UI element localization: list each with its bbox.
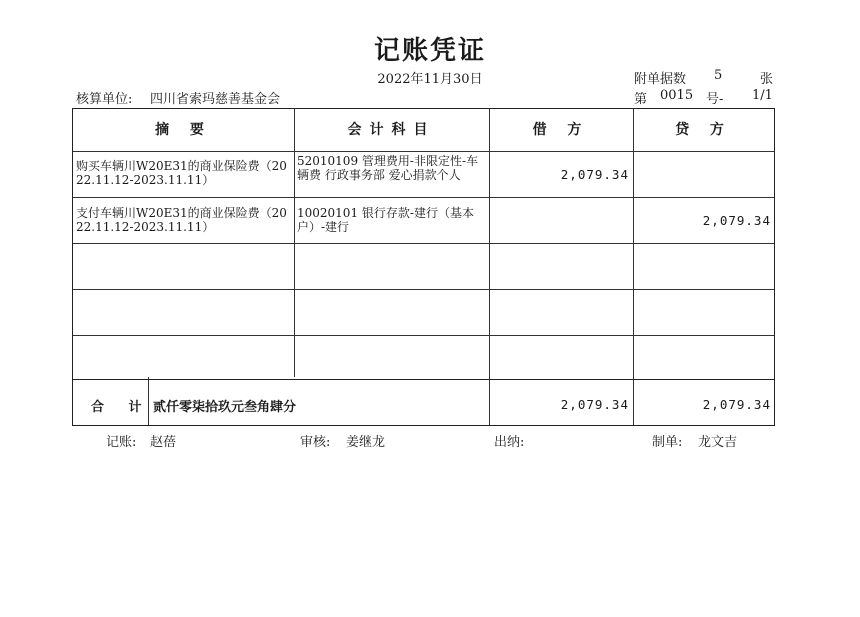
entry-summary: 支付车辆川W20E31的商业保险费（2022.11.12-2023.11.11） <box>76 206 287 234</box>
row-divider <box>73 197 774 198</box>
total-divider <box>73 379 774 380</box>
attachments-count: 5 <box>714 68 723 83</box>
header-credit: 贷 方 <box>675 122 732 138</box>
bookkeeper-label: 记账: <box>106 435 137 450</box>
voucher-page: 1/1 <box>752 88 773 103</box>
column-divider <box>633 109 634 425</box>
voucher-date: 2022年11月30日 <box>377 72 483 87</box>
accounting-unit-name: 四川省索玛慈善基金会 <box>150 92 281 107</box>
attachments-unit: 张 <box>760 72 774 87</box>
attachments-label: 附单据数 <box>634 72 687 87</box>
preparer-name: 龙文吉 <box>698 435 738 450</box>
voucher-title: 记账凭证 <box>373 36 486 66</box>
voucher-no-suffix: 号- <box>706 92 724 107</box>
entry-summary: 购买车辆川W20E31的商业保险费（2022.11.12-2023.11.11） <box>76 159 287 187</box>
row-divider <box>73 289 774 290</box>
voucher-no-prefix: 第 <box>634 92 648 107</box>
voucher-no-number: 0015 <box>660 88 694 103</box>
header-summary: 摘 要 <box>155 122 212 138</box>
row-divider <box>73 335 774 336</box>
reviewer-name: 姜继龙 <box>346 435 386 450</box>
bookkeeper-name: 赵蓓 <box>150 435 177 450</box>
total-amount-in-words: 贰仟零柒拾玖元叁角肆分 <box>153 400 297 415</box>
row-divider <box>73 243 774 244</box>
entry-credit: 2,079.34 <box>702 213 771 228</box>
cashier-label: 出纳: <box>494 435 525 450</box>
total-label: 合 计 <box>91 400 152 415</box>
total-debit: 2,079.34 <box>560 397 629 412</box>
accounting-unit-label: 核算单位: <box>76 92 133 107</box>
voucher-table <box>72 108 775 426</box>
preparer-label: 制单: <box>652 435 683 450</box>
entry-account: 52010109 管理费用-非限定性-车辆费 行政事务部 爱心捐款个人 <box>297 154 479 182</box>
total-credit: 2,079.34 <box>702 397 771 412</box>
header-account: 会计科目 <box>347 122 436 138</box>
row-divider <box>73 151 774 152</box>
entry-account: 10020101 银行存款-建行（基本户）-建行 <box>297 206 474 234</box>
column-divider <box>489 109 490 425</box>
reviewer-label: 审核: <box>300 435 331 450</box>
header-debit: 借 方 <box>532 122 590 138</box>
entry-debit: 2,079.34 <box>560 167 629 182</box>
